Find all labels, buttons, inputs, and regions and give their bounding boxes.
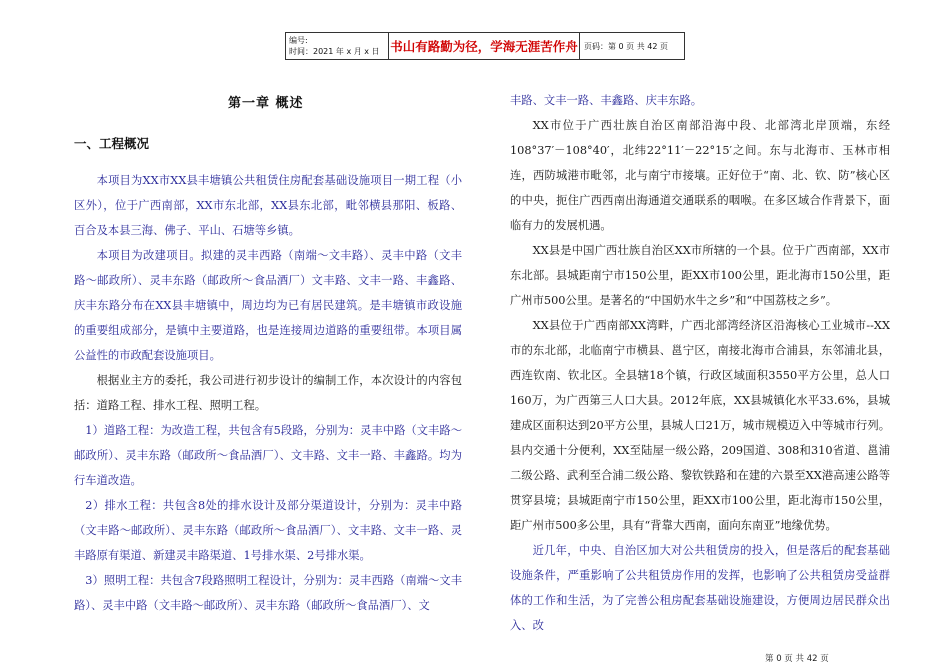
page-footer: 第 0 页 共 42 页 — [765, 654, 829, 664]
paragraph: 3）照明工程：共包含7段路照明工程设计，分别为：灵丰西路（南端～文丰路）、灵丰中路（文丰路～邮政所）、灵丰东路（邮政所～食品酒厂）、文 — [74, 574, 462, 612]
number-label: 编号: — [289, 36, 308, 45]
paragraph: 本项目为改建项目。拟建的灵丰西路（南端～文丰路）、灵丰中路（文丰路～邮政所）、灵丰东路（邮政所～食品酒厂）文丰路、文丰一路、丰鑫路、庆丰东路分布在XX县丰塘镇中，周边均为已有居民建筑。是丰塘镇市政设施的重要组成部分，是镇中主要道路，也是连接周边道路的重要纽带。本项目属公益性的市政配套设施项目。 — [74, 249, 462, 362]
page-header-table — [285, 32, 685, 60]
paragraph: 本项目为XX市XX县丰塘镇公共租赁住房配套基础设施项目一期工程（小区外），位于广西南部，XX市东北部，XX县东北部，毗邻横县那阳、板路、百合及本县三海、佛子、平山、石塘等乡镇。 — [74, 174, 462, 237]
paragraph: 丰路、文丰一路、丰鑫路、庆丰东路。 — [510, 94, 703, 107]
right-column — [510, 88, 890, 638]
left-column — [74, 168, 462, 618]
time-label: 时间：2021 年 x 月 x 日 — [289, 47, 380, 56]
paragraph: 近几年，中央、自治区加大对公共租赁房的投入，但是落后的配套基础设施条件，严重影响了公共租赁房作用的发挥，也影响了公共租赁房受益群体的工作和生活，为了完善公租房配套基础设施建设，方便周边居民群众出入、改 — [510, 544, 890, 632]
section-title: 一、工程概况 — [74, 136, 150, 151]
paragraph: 根据业主方的委托，我公司进行初步设计的编制工作，本次设计的内容包括：道路工程、排水工程、照明工程。 — [74, 374, 462, 412]
paragraph: XX市位于广西壮族自治区南部沿海中段、北部湾北岸顶端，东经108°37′－108°40′，北纬22°11′－22°15′之间。东与北海市、玉林市相连，西防城港市毗邻，北与南宁市接壤。正好位于“南、北、钦、防”核心区的中央，扼住广西西南出海通道交通联系的咽喉。在多区域合作背景下，面临有力的发展机遇。 — [510, 119, 890, 232]
chapter-title: 第一章 概述 — [228, 96, 304, 111]
paragraph: XX县位于广西南部XX湾畔，广西北部湾经济区沿海核心工业城市--XX市的东北部，北临南宁市横县、邕宁区，南接北海市合浦县，东邻浦北县，西连钦南、钦北区。全县辖18个镇，行政区域面积3550平方公里，总人口160万，为广西第三人口大县。2012年底，XX县城镇化水平33.6%，县城建成区面积达到20平方公里，县城人口21万，城市规模迈入中等城市行列。县内交通十分便利，XX至陆屋一级公路，209国道、308和310省道、邕浦二级公路、武利至合浦二级公路、黎钦铁路和在建的六景至XX港高速公路等贯穿县境；县城距南宁市150公里，距XX市100公里，距北海市150公里，距广州市500多公里，具有“背靠大西南，面向东南亚”地缘优势。 — [510, 319, 890, 532]
paragraph: 2）排水工程：共包含8处的排水设计及部分渠道设计，分别为：灵丰中路（文丰路～邮政所）、灵丰东路（邮政所～食品酒厂）、文丰路、文丰一路、灵丰路原有渠道、新建灵丰路渠道、1号排水渠、2号排水渠。 — [74, 499, 462, 562]
header-meta-cell — [286, 33, 389, 59]
paragraph: XX县是中国广西壮族自治区XX市所辖的一个县。位于广西南部，XX市东北部。县城距南宁市150公里，距XX市100公里，距北海市150公里，距广州市500公里。是著名的“中国奶水牛之乡”和“中国荔枝之乡”。 — [510, 244, 890, 307]
header-page-info: 页码：第 0 页 共 42 页 — [584, 41, 668, 51]
header-motto: 书山有路勤为径，学海无涯苦作舟 — [389, 33, 580, 59]
paragraph: 1）道路工程：为改造工程，共包含有5段路，分别为：灵丰中路（文丰路～邮政所）、灵丰东路（邮政所～食品酒厂）、文丰路、文丰一路、丰鑫路。均为行车道改造。 — [74, 424, 462, 487]
